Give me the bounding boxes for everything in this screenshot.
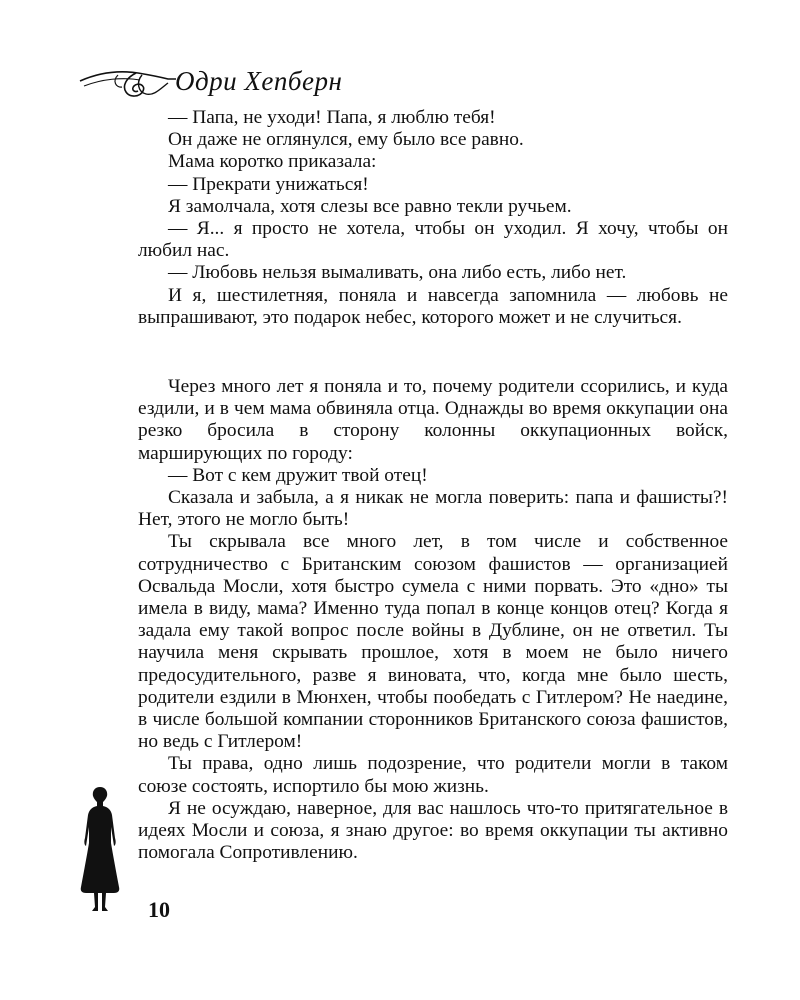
- paragraph: Мама коротко приказала:: [168, 151, 377, 173]
- paragraph: — Прекрати унижаться!: [168, 173, 369, 195]
- paragraph: Я не осуждаю, наверное, для вас нашлось что-то притягательное в идеях Мосли и союза, я знаю другое: во время оккупации ты активно помогала Сопротивлению.: [138, 797, 728, 864]
- woman-silhouette-icon: [78, 783, 122, 915]
- text-section-2: [138, 376, 728, 864]
- paragraph: Сказала и забыла, а я никак не могла поверить: папа и фашисты?! Нет, этого не могло быть!: [138, 487, 728, 531]
- flourish-ornament-icon: [78, 58, 178, 104]
- paragraph: — Вот с кем дружит твой отец!: [168, 464, 428, 486]
- paragraph: Через много лет я поняла и то, почему родители ссорились, и куда ездили, и в чем мама обвиняла отца. Однажды во время оккупации она резко бросила в сторону колонны оккупационных войск, марширующих по городу:: [138, 376, 728, 464]
- paragraph: Ты скрывала все много лет, в том числе и собственное сотрудничество с Британским союзом фашистов — организацией Освальда Мосли, хотя быстро сумела с ними порвать. Это «дно» ты имела в виду, мама? Именно туда попал в конце концов отец? Когда я задала ему такой вопрос после войны в Дублине, он не ответил. Ты научила меня скрывать прошлое, хотя в моем не было ничего предосудительного, разве я виновата, что, когда мне было шесть, родители ездили в Мюнхен, чтобы пообедать с Гитлером? Не наедине, в числе большой компании сторонников Британского союза фашистов, но ведь с Гитлером!: [138, 531, 728, 753]
- paragraph: Он даже не оглянулся, ему было все равно.: [168, 129, 524, 151]
- running-title: Одри Хепберн: [175, 66, 343, 96]
- paragraph: И я, шестилетняя, поняла и навсегда запомнила — любовь не выпрашивают, это подарок небес, которого может и не случиться.: [138, 284, 728, 328]
- paragraph: Я замолчала, хотя слезы все равно текли ручьем.: [168, 195, 572, 217]
- paragraph: Ты права, одно лишь подозрение, что родители могли в таком союзе состоять, испортило бы мою жизнь.: [138, 753, 728, 797]
- text-section-1: [138, 107, 728, 329]
- running-header: [78, 58, 398, 108]
- page-number: 10: [148, 897, 170, 922]
- paragraph: — Папа, не уходи! Папа, я люблю тебя!: [168, 107, 496, 128]
- paragraph: — Я... я просто не хотела, чтобы он уходил. Я хочу, чтобы он любил нас.: [138, 218, 728, 262]
- paragraph: — Любовь нельзя вымаливать, она либо есть, либо нет.: [168, 262, 627, 284]
